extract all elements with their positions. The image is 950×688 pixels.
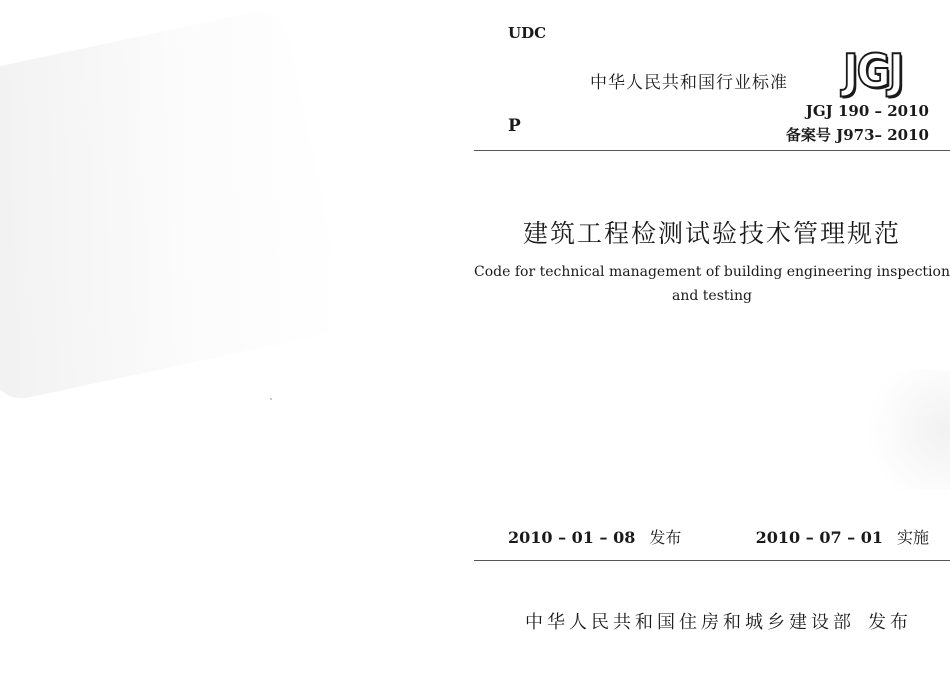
scan-speck <box>270 398 272 400</box>
scan-shadow <box>0 6 350 404</box>
publisher-name: 中华人民共和国住房和城乡建设部 <box>525 612 855 633</box>
udc-label: UDC <box>508 24 547 42</box>
header-divider <box>474 150 950 151</box>
issue-date-line <box>508 525 681 548</box>
document-title-english: Code for technical management of building engineering inspection and testing <box>474 264 950 304</box>
record-number: 备案号 J973– 2010 <box>785 126 929 144</box>
scan-shadow <box>850 370 950 490</box>
standard-number: JGJ 190 – 2010 <box>805 102 929 120</box>
implement-date-line <box>756 525 929 548</box>
industry-standard-heading: 中华人民共和国行业标准 <box>590 73 788 93</box>
implement-label: 实施 <box>896 528 929 547</box>
issue-label: 发布 <box>649 528 682 547</box>
issue-date: 2010 – 01 – 08 <box>508 528 636 547</box>
publish-label: 发布 <box>868 612 912 633</box>
implement-date: 2010 – 07 – 01 <box>755 528 883 547</box>
jgj-logo: JGJ <box>843 44 903 98</box>
document-title-chinese: 建筑工程检测试验技术管理规范 <box>522 219 901 248</box>
category-label: P <box>508 116 521 136</box>
footer-divider <box>474 560 950 561</box>
